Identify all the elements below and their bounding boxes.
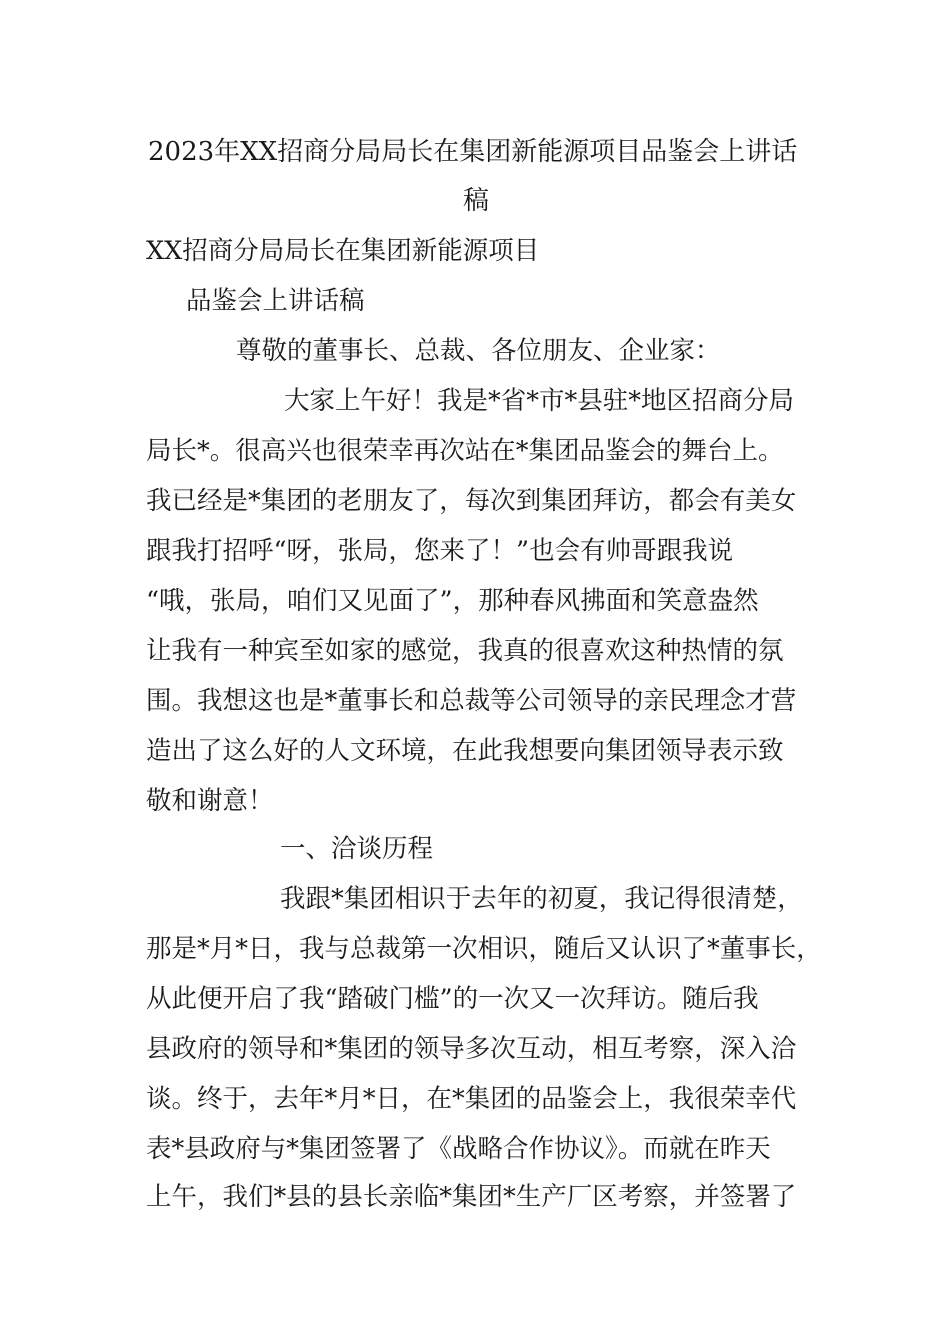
paragraph-1-line: “哦，张局，咱们又见面了”，那种春风拂面和笑意盎然 (146, 586, 759, 616)
paragraph-1-line: 造出了这么好的人文环境，在此我想要向集团领导表示致 (146, 736, 784, 766)
paragraph-1-line: 我已经是*集团的老朋友了，每次到集团拜访，都会有美女 (146, 486, 797, 516)
paragraph-2-line: 谈。终于，去年*月*日，在*集团的品鉴会上，我很荣幸代 (146, 1084, 797, 1114)
document-subtitle-line-2: 品鉴会上讲话稿 (186, 286, 365, 316)
salutation: 尊敬的董事长、总裁、各位朋友、企业家： (236, 336, 721, 366)
paragraph-1-line: 大家上午好！我是*省*市*县驻*地区招商分局 (284, 386, 795, 416)
paragraph-1-line: 敬和谢意！ (146, 786, 274, 816)
document-title-line-1: 2023年XX招商分局局长在集团新能源项目品鉴会上讲话 (148, 137, 798, 167)
paragraph-1-line: 让我有一种宾至如家的感觉，我真的很喜欢这种热情的氛 (146, 636, 784, 666)
paragraph-2-line: 从此便开启了我“踏破门槛”的一次又一次拜访。随后我 (146, 984, 759, 1014)
paragraph-2-line: 我跟*集团相识于去年的初夏，我记得很清楚， (280, 884, 803, 914)
paragraph-2-line: 那是*月*日，我与总裁第一次相识，随后又认识了*董事长， (146, 934, 822, 964)
paragraph-1-line: 围。我想这也是*董事长和总裁等公司领导的亲民理念才营 (146, 686, 797, 716)
paragraph-2-line: 表*县政府与*集团签署了《战略合作协议》。而就在昨天 (146, 1134, 771, 1164)
paragraph-1-line: 跟我打招呼“呀，张局，您来了！”也会有帅哥跟我说 (146, 536, 734, 566)
document-title-line-2: 稿 (463, 186, 490, 216)
paragraph-2-line: 上午，我们*县的县长亲临*集团*生产厂区考察，并签署了 (146, 1182, 797, 1212)
paragraph-2-line: 县政府的领导和*集团的领导多次互动，相互考察，深入洽 (146, 1034, 797, 1064)
paragraph-1-line: 局长*。很高兴也很荣幸再次站在*集团品鉴会的舞台上。 (146, 436, 784, 466)
section-1-heading: 一、洽谈历程 (280, 834, 434, 864)
document-subtitle-line-1: XX招商分局局长在集团新能源项目 (146, 236, 540, 266)
